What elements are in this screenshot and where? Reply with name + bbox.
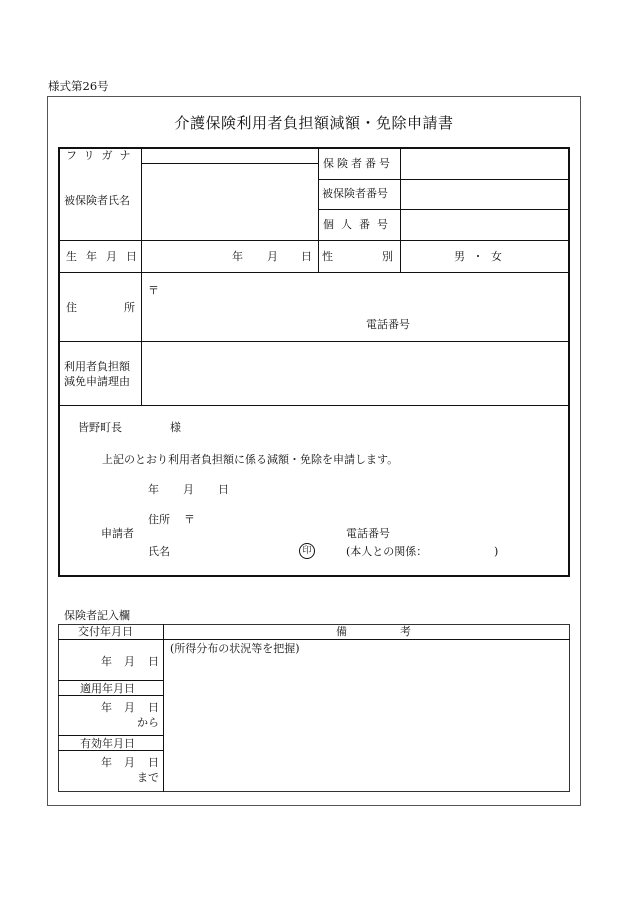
postal-mark: 〒 (148, 284, 159, 297)
birth-day-unit: 日 (301, 250, 312, 263)
issue-year: 年 (101, 655, 112, 668)
honorific: 様 (170, 421, 181, 434)
insured-name-label: 被保険者氏名 (64, 194, 130, 207)
sex-options[interactable]: 男 ・ 女 (454, 250, 504, 263)
insurer-section-heading: 保険者記入欄 (64, 609, 130, 622)
middle-column-line (318, 147, 319, 272)
furigana-label: フリガナ (66, 149, 138, 162)
applied-from-suffix: から (137, 716, 159, 729)
remarks-input[interactable] (164, 657, 569, 791)
applied-date-label: 適用年月日 (80, 682, 135, 695)
issue-date-label: 交付年月日 (78, 625, 133, 638)
application-date-month: 月 (183, 483, 194, 496)
applied-year: 年 (101, 701, 112, 714)
applicant-label: 申請者 (101, 527, 134, 540)
relation-open: (本人との関係： (346, 545, 428, 558)
reason-label-line2: 減免申請理由 (64, 375, 130, 388)
issue-day: 日 (148, 655, 159, 668)
valid-month: 月 (124, 756, 135, 769)
issue-month: 月 (124, 655, 135, 668)
valid-until-suffix: まで (137, 771, 159, 784)
applied-day: 日 (148, 701, 159, 714)
application-date-year: 年 (148, 483, 159, 496)
seal-mark: 印 (299, 543, 315, 559)
reason-label-line1: 利用者負担額 (64, 360, 130, 373)
applicant-address-label: 住所 (148, 513, 170, 526)
applicant-phone-label: 電話番号 (346, 527, 390, 540)
declaration-statement: 上記のとおり利用者負担額に係る減額・免除を申請します。 (102, 453, 399, 466)
insured-name-input[interactable] (142, 164, 317, 239)
insured-number-input[interactable] (401, 180, 569, 209)
address-phone-label: 電話番号 (366, 318, 410, 331)
address-input[interactable] (162, 276, 567, 316)
applicant-name-label: 氏名 (148, 545, 170, 558)
valid-year: 年 (101, 756, 112, 769)
remarks-label-1: 備 (336, 625, 347, 638)
furigana-input[interactable] (142, 148, 317, 163)
address-label-1: 住 (66, 301, 77, 314)
valid-date-label: 有効年月日 (80, 737, 135, 750)
issue-row-line (58, 680, 163, 681)
birth-date-label: 生年月日 (66, 250, 146, 263)
applied-row-line (58, 735, 163, 736)
remarks-label-2: 考 (400, 625, 411, 638)
personal-number-input[interactable] (401, 210, 569, 240)
birth-year-unit: 年 (232, 250, 243, 263)
remarks-note: (所得分布の状況等を把握) (170, 642, 300, 655)
applied-label-line (58, 695, 163, 696)
birth-row-bottom-line (58, 272, 570, 273)
addressee: 皆野町長 (78, 421, 122, 434)
birth-month-unit: 月 (267, 250, 278, 263)
relation-close: ) (494, 545, 499, 558)
form-number: 様式第26号 (48, 79, 109, 93)
valid-label-line (58, 750, 163, 751)
applicant-postal-mark: 〒 (184, 513, 195, 526)
address-label-2: 所 (124, 301, 135, 314)
reason-input[interactable] (142, 342, 569, 404)
application-date-day: 日 (218, 483, 229, 496)
name-row-bottom-line (58, 240, 570, 241)
reason-row-bottom-line (58, 405, 570, 406)
insurer-header-line (58, 639, 570, 640)
valid-day: 日 (148, 756, 159, 769)
form-title: 介護保険利用者負担額減額・免除申請書 (174, 114, 454, 132)
insured-number-label: 被保険者番号 (322, 187, 388, 200)
insurer-number-label: 保険者番号 (323, 157, 393, 170)
sex-label-1: 性 (322, 250, 333, 263)
personal-number-label: 個人番号 (323, 218, 395, 231)
insurer-number-input[interactable] (401, 148, 569, 179)
sex-label-2: 別 (382, 250, 393, 263)
applied-month: 月 (124, 701, 135, 714)
